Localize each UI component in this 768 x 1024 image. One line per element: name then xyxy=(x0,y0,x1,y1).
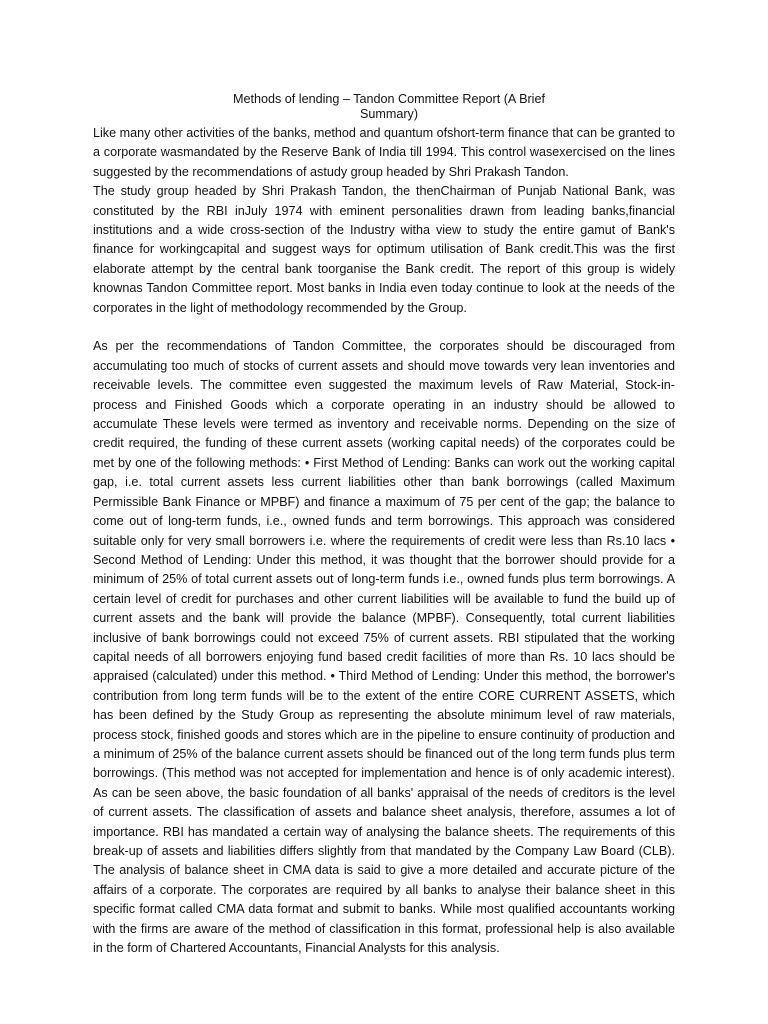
paragraph-methods-of-lending: As per the recommendations of Tandon Committee, the corporates should be discouraged from accumulating too much of stocks of current assets and should move towards very lean inventories and receivable levels. The committee even suggested the maximum levels of Raw Material, Stock-in-process and Finished Goods which a corporate operating in an industry should be allowed to accumulate These levels were termed as inventory and receivable norms. Depending on the size of credit required, the funding of these current assets (working capital needs) of the corporates could be met by one of the following methods: • First Method of Lending: Banks can work out the working capital gap, i.e. total current assets less current liabilities other than bank borrowings (called Maximum Permissible Bank Finance or MPBF) and finance a maximum of 75 per cent of the gap; the balance to come out of long-term funds, i.e., owned funds and term borrowings. This approach was considered suitable only for very small borrowers i.e. where the requirements of credit were less than Rs.10 lacs • Second Method of Lending: Under this method, it was thought that the borrower should provide for a minimum of 25% of total current assets out of long-term funds i.e., owned funds plus term borrowings. A certain level of credit for purchases and other current liabilities will be available to fund the build up of current assets and the bank will provide the balance (MPBF). Consequently, total current liabilities inclusive of bank borrowings could not exceed 75% of current assets. RBI stipulated that the working capital needs of all borrowers enjoying fund based credit facilities of more than Rs. 10 lacs should be appraised (calculated) under this method. • Third Method of Lending: Under this method, the borrower's contribution from long term funds will be to the extent of the entire CORE CURRENT ASSETS, which has been defined by the Study Group as representing the absolute minimum level of raw materials, process stock, finished goods and stores which are in the pipeline to ensure continuity of production and a minimum of 25% of the balance current assets should be financed out of the long term funds plus term borrowings. (This method was not accepted for implementation and hence is of only academic interest). As can be seen above, the basic foundation of all banks' appraisal of the needs of creditors is the level of current assets. The classification of assets and balance sheet analysis, therefore, assumes a lot of importance. RBI has mandated a certain way of analysing the balance sheets. The requirements of this break-up of assets and liabilities differs slightly from that mandated by the Company Law Board (CLB). The analysis of balance sheet in CMA data is said to give a more detailed and accurate picture of the affairs of a corporate. The corporates are required by all banks to analyse their balance sheet in this specific format called CMA data format and submit to banks. While most qualified accountants working with the firms are aware of the method of classification in this format, professional help is also available in the form of Chartered Accountants, Financial Analysts for this analysis. xyxy=(93,339,675,956)
document-title: Methods of lending – Tandon Committee Report (A Brief Summary) xyxy=(233,92,545,121)
paragraph-gap xyxy=(93,318,675,337)
paragraph-study-group: The study group headed by Shri Prakash Tandon, the thenChairman of Punjab National Bank, was constituted by the RBI inJuly 1974 with eminent personalities drawn from leading banks,financial institutions and a wide cross-section of the Industry witha view to study the entire gamut of Bank's finance for workingcapital and suggest ways for optimum utilisation of Bank credit.This was the first elaborate attempt by the central bank toorganise the Bank credit. The report of this group is widely knownas Tandon Committee report. Most banks in India even today continue to look at the needs of the corporates in the light of methodology recommended by the Group. xyxy=(93,184,675,315)
document-page xyxy=(93,92,675,958)
paragraph-intro: Like many other activities of the banks, method and quantum ofshort-term finance that can be granted to a corporate wasmandated by the Reserve Bank of India till 1994. This control wasexercised on the lines suggested by the recommendations of astudy group headed by Shri Prakash Tandon. xyxy=(93,126,675,179)
